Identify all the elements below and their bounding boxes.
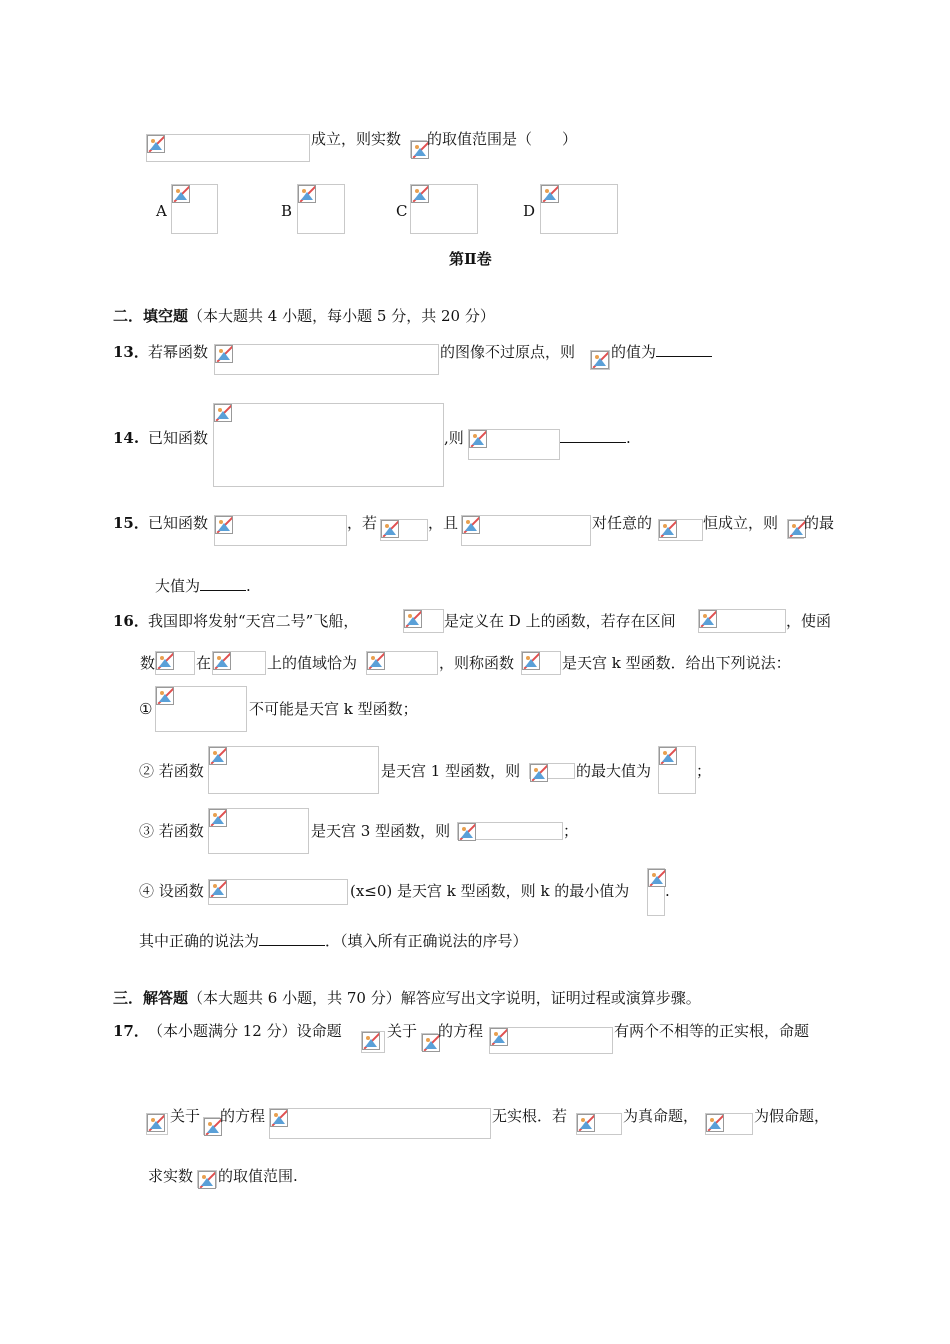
broken-image-icon	[648, 869, 666, 887]
answer-blank	[560, 428, 626, 443]
formula-image	[705, 1113, 753, 1135]
q16-s4-a: ④ 设函数	[139, 882, 204, 900]
broken-image-icon	[530, 764, 548, 782]
q17-l3-a: 求实数	[148, 1167, 194, 1185]
q16-l2-b: 在	[196, 654, 212, 672]
q16-l2-c: 上的值域恰为	[267, 654, 358, 672]
q16-l2-e: 是天宫 k 型函数．给出下列说法：	[562, 654, 791, 672]
formula-image	[366, 651, 438, 675]
q16-s1-b: 不可能是天宫 k 型函数；	[249, 700, 418, 718]
broken-image-icon	[156, 652, 174, 670]
q16-s3-c: ；	[563, 822, 579, 840]
section-title: 第Ⅱ卷	[449, 250, 492, 268]
broken-image-icon	[156, 687, 174, 705]
broken-image-icon	[147, 1114, 165, 1132]
formula-image	[658, 519, 703, 541]
broken-image-icon	[462, 516, 480, 534]
broken-image-icon	[213, 652, 231, 670]
formula-image	[208, 746, 379, 794]
q16-s2-d: ；	[696, 762, 712, 780]
q13-number: 13．	[113, 343, 149, 361]
formula-image	[698, 609, 786, 633]
option-image-d	[540, 184, 618, 234]
q14-text-b: ,则	[444, 429, 464, 447]
q16-conclusion	[139, 931, 528, 951]
q17-l1-d: 有两个不相等的正实根，命题	[614, 1022, 810, 1040]
q15-text-d: 对任意的	[592, 514, 653, 532]
broken-image-icon	[270, 1109, 288, 1127]
formula-image	[361, 1031, 385, 1053]
q17-l1-a: （本小题满分 12 分）设命题	[148, 1022, 342, 1040]
formula-image	[269, 1108, 491, 1139]
formula-image	[197, 1170, 217, 1188]
q15-text-a: 已知函数	[148, 514, 209, 532]
formula-image	[403, 609, 444, 633]
q13-text-c-label: 的值为	[611, 343, 657, 361]
q17-l2-d: 为真命题，	[623, 1107, 699, 1125]
broken-image-icon	[298, 185, 316, 203]
q15-line2-end: .	[246, 577, 251, 595]
q16-l1-c: ，使函	[786, 612, 832, 630]
broken-image-icon	[659, 747, 677, 765]
formula-image	[647, 868, 665, 916]
broken-image-icon	[577, 1114, 595, 1132]
option-label-d: D	[523, 202, 536, 220]
q17-l1-c: 的方程	[438, 1022, 484, 1040]
answer-blank	[656, 342, 712, 357]
broken-image-icon	[541, 185, 559, 203]
q15-line2-label: 大值为	[155, 577, 201, 595]
q12-text-b: 的取值范围是（ ）	[427, 130, 578, 148]
broken-image-icon	[147, 135, 165, 153]
broken-image-icon	[404, 610, 422, 628]
part3-title: 解答题	[143, 989, 189, 1007]
part3-note: （本大题共 6 小题，共 70 分）解答应写出文字说明，证明过程或演算步骤。	[188, 989, 701, 1007]
q15-text-b: ，若	[347, 514, 378, 532]
broken-image-icon	[214, 404, 232, 422]
broken-image-icon	[659, 520, 677, 538]
broken-image-icon	[209, 809, 227, 827]
q16-number: 16．	[113, 612, 149, 630]
formula-image	[590, 350, 610, 370]
formula-image	[214, 515, 347, 546]
option-label-b: B	[281, 202, 293, 220]
q14-text-a: 已知函数	[148, 429, 209, 447]
q13-text-b: 的图像不过原点，则	[440, 343, 576, 361]
formula-image	[410, 140, 427, 158]
broken-image-icon	[469, 430, 487, 448]
q17-l2-c: 无实根．若	[492, 1107, 568, 1125]
q16-s2-b: 是天宫 1 型函数，则	[381, 762, 521, 780]
formula-image	[203, 1117, 220, 1135]
broken-image-icon	[381, 520, 399, 538]
option-image-a	[171, 184, 218, 234]
formula-image	[155, 651, 195, 675]
q15-text-c: ，且	[428, 514, 459, 532]
part2-note: （本大题共 4 小题，每小题 5 分，共 20 分）	[188, 307, 495, 325]
part2-number: 二．	[113, 307, 144, 325]
q17-l1-b: 关于	[387, 1022, 418, 1040]
formula-image	[146, 1113, 168, 1135]
broken-image-icon	[591, 351, 609, 369]
broken-image-icon	[411, 185, 429, 203]
broken-image-icon	[198, 1171, 216, 1189]
part3-number: 三．	[113, 989, 144, 1007]
option-image-c	[410, 184, 478, 234]
q15-line2	[155, 576, 251, 596]
q16-s4-c: .	[665, 882, 670, 900]
q17-l3-b: 的取值范围.	[218, 1167, 298, 1185]
formula-image	[214, 344, 439, 375]
formula-image	[213, 403, 444, 487]
broken-image-icon	[490, 1028, 508, 1046]
q17-l2-e: 为假命题，	[754, 1107, 830, 1125]
q16-s4-b: (x≤0) 是天宫 k 型函数，则 k 的最小值为	[350, 882, 630, 900]
option-image-b	[297, 184, 345, 234]
formula-image	[421, 1033, 438, 1051]
broken-image-icon	[215, 345, 233, 363]
formula-image	[380, 519, 428, 541]
q13-text-c	[611, 342, 712, 362]
q16-s3-a: ③ 若函数	[139, 822, 204, 840]
formula-image	[489, 1027, 613, 1054]
broken-image-icon	[172, 185, 190, 203]
part3-header	[113, 988, 701, 1008]
option-label-a: A	[156, 202, 167, 220]
broken-image-icon	[215, 516, 233, 534]
broken-image-icon	[209, 747, 227, 765]
q16-s2-c: 的最大值为	[576, 762, 652, 780]
q16-conclusion-a: 其中正确的说法为	[139, 932, 260, 950]
q13-text-a: 若幂函数	[148, 343, 209, 361]
broken-image-icon	[699, 610, 717, 628]
q12-text-a: 成立，则实数	[311, 130, 402, 148]
q16-l2-a: 数	[140, 654, 156, 672]
formula-image	[461, 515, 591, 546]
formula-image	[212, 651, 266, 675]
broken-image-icon	[458, 823, 476, 841]
q15-text-e: 恒成立，则	[703, 514, 779, 532]
q14-number: 14.	[113, 429, 140, 447]
option-label-c: C	[396, 202, 408, 220]
part2-header	[113, 306, 495, 326]
q16-s3-b: 是天宫 3 型函数，则	[311, 822, 451, 840]
formula-image	[521, 651, 561, 675]
formula-image	[468, 429, 560, 460]
q16-l1-b: 是定义在 D 上的函数，若存在区间	[444, 612, 676, 630]
formula-image	[208, 879, 348, 905]
broken-image-icon	[367, 652, 385, 670]
q14-text-c: .	[626, 429, 631, 447]
formula-image	[457, 822, 563, 840]
q16-conclusion-b: ．（填入所有正确说法的序号）	[325, 932, 528, 950]
formula-image	[529, 763, 575, 779]
q15-text-f: 的最	[804, 514, 835, 532]
answer-blank	[200, 576, 246, 591]
part2-title: 填空题	[143, 307, 189, 325]
q16-s1-a: ①	[139, 700, 153, 718]
formula-image	[658, 746, 696, 794]
broken-image-icon	[522, 652, 540, 670]
formula-image	[576, 1113, 622, 1135]
q17-number: 17．	[113, 1022, 149, 1040]
broken-image-icon	[706, 1114, 724, 1132]
q16-l2-d: ，则称函数	[439, 654, 515, 672]
q14-answer	[560, 428, 631, 448]
q17-l2-b: 的方程	[220, 1107, 266, 1125]
broken-image-icon	[209, 880, 227, 898]
answer-blank	[259, 931, 325, 946]
broken-image-icon	[362, 1032, 380, 1050]
q16-s2-a: ② 若函数	[139, 762, 204, 780]
formula-image	[787, 519, 804, 539]
q16-l1-a: 我国即将发射“天宫二号”飞船，	[148, 612, 359, 630]
formula-image	[146, 134, 310, 162]
q17-l2-a: 关于	[170, 1107, 201, 1125]
formula-image	[208, 808, 309, 854]
q15-number: 15．	[113, 514, 149, 532]
formula-image	[155, 686, 247, 732]
